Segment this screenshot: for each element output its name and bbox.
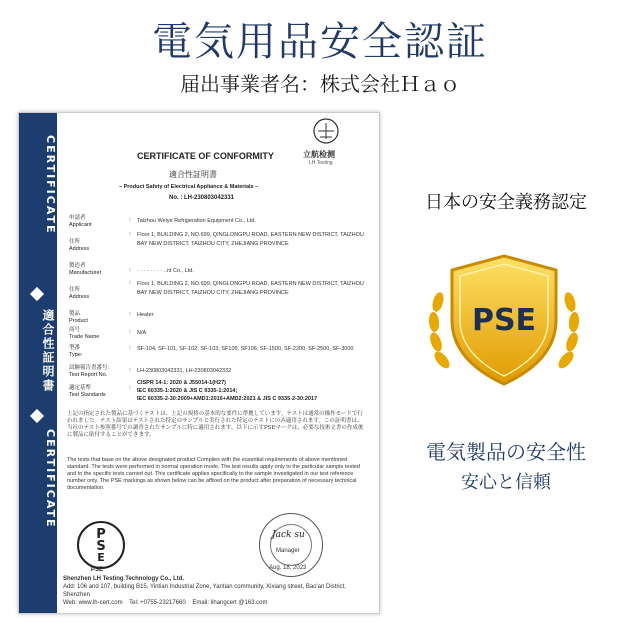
lh-testing-logo-icon xyxy=(309,117,343,147)
standard-line: IEC 60335-1:2020 & JIS C 9335-1:2014; xyxy=(137,388,238,394)
band-text-bottom: CERTIFICATE xyxy=(44,429,57,529)
band-text-middle: 適合性証明書 xyxy=(41,309,55,393)
signature: Jack su xyxy=(272,530,305,540)
certificate-document: CERTIFICATE 適合性証明書 CERTIFICATE CERTIFICATE OF CONFORMITY 立航检测 LH Testing 適合性証明書 – Product Safety of Electrical Appliance & Materials – No. : LH-230803042331 申請者 Applicant : Taizhou Weiye Refrigeration Equipment Co., Ltd. 住所 Address : Floor 1, BUILDING 2, NO.699, QINGLONGPU ROAD, EASTERN NEW DISTRICT, TAIZHOU BAY NEW DISTRICT, TAIZHOU CITY, ZHEJIANG PROVINCE 製造者 Manufacturer : · · · · · · · · ..nt Co., Ltd. 住所 Address : Floor 1, BUILDING 2, NO.699, QINGLONGPU ROAD, EASTERN NEW DISTRICT, TAIZHOU BAY NEW DISTRICT, TAIZHOU CITY, ZHEJIANG PROVINCE 製品 Product : Heater 商号 Trade Name : N/A 型番 Type: : SF-104, SF-101, SF-102, SF-103, SF105, SF106, SF-1500, SF-2200, SF-2500, SF-3000 試験報告書番号: Test Report No. : LH-230803042331, LH-230803042332 適定基準 Test Standards : CISPR 14-1: 2020 & J55014-1(H27) IEC 60335-1:2020 & JIS C 9335-1:2014; IEC 60335-2-30:2009+AMD1:2016+AMD2:2021 & JIS C 9335-2-30:2017 上記の指定された製品に基づくテストは、上記の規格の基本的な要件に準拠しています。テストは通常の操作モードで行われました。テスト結果はテストされた特定のサンプルと実行された特定のテストにのみ適用されます。この証明書は、当社のテスト参照番号での調査されたサンプルに特に適用されます。以下に示すPSEマークは、必要な技術文書の作成後に製品に貼付することができます。 The tests that base on the above designated product Complies with the essential requirements of above mentioned standard. The tests were performed in normal operation mode. The test results apply only to the particular sample tested and to the specific tests carried out. This certificate applies specifically to the sample investigated in our test reference number only. The PSE markings as shown below can be affixed on the product after preparation of necessary technical documentation. P S E PSE Jack su Manager Aug. 18, 2023 Shenzhen LH Testing Technology Co., Ltd. Add: 106 and 107, building B15, Yintian Industrial Zone, Yantian community, Xixiang street, Bao'an District, Shenzhen Web: www.lh-cert.com Tel: +0755-23217660 Email: lihangcert @163.com xyxy=(18,112,380,614)
standard-line: CISPR 14-1: 2020 & J55014-1(H27) xyxy=(137,380,226,386)
certificate-jp-heading: 適合性証明書 xyxy=(169,170,217,179)
certificate-heading: CERTIFICATE OF CONFORMITY xyxy=(137,151,274,161)
footer-mail: Email: lihangcert @163.com xyxy=(192,600,268,606)
footer-address: Add: 106 and 107, building B15, Yintian Industrial Zone, Yantian community, Xixiang street, Bao'an District, Shenzhen xyxy=(63,584,346,598)
logo-english-name: LH Testing xyxy=(309,160,333,166)
product-value: Heater xyxy=(137,312,154,318)
pse-mark-label: PSE xyxy=(91,567,104,573)
page-title: 電気用品安全認証 xyxy=(152,19,488,65)
manufacturer-label: 製造者 Manufacturer xyxy=(69,263,102,276)
standard-line: IEC 60335-2-30:2009+AMD1:2016+AMD2:2021 & JIS C 9335-2-30:2017 xyxy=(137,396,318,402)
address2-label: 住所 Address xyxy=(69,287,90,300)
logo-name: 立航检测 xyxy=(303,149,335,159)
jp-statement: 上記の指定された製品に基づくテストは、上記の規格の基本的な要件に準拠しています。テストは通常の操作モードで行われました。テスト結果はテストされた特定のサンプルと実行された特定のテストにのみ適用されます。この証明書は、当社のテスト参照番号での調査されたサンプルに特に適用されます。以下に示すPSEマークは、必要な技術文書の作成後に製品に貼付することができます。 xyxy=(67,411,364,438)
type-label: 型番 Type: xyxy=(69,345,83,358)
applicant-label: 申請者 Applicant xyxy=(69,215,92,228)
test-standards-label: 適定基準 Test Standards xyxy=(69,385,106,398)
trade-name-label: 商号 Trade Name xyxy=(69,327,100,340)
diamond-icon xyxy=(30,287,44,301)
footer-contacts xyxy=(63,599,373,607)
report-number-value: LH-230803042331, LH-230803042332 xyxy=(137,368,232,374)
right-panel-title: 日本の安全義務認定 xyxy=(425,192,587,213)
footer-company: Shenzhen LH Testing Technology Co., Ltd. xyxy=(63,576,185,582)
band-text-top: CERTIFICATE xyxy=(44,135,57,235)
svg-text:PSE: PSE xyxy=(471,303,537,338)
product-label: 製品 Product xyxy=(69,311,88,324)
safety-tagline: 電気製品の安全性 xyxy=(426,440,586,464)
certificate-number: No. : LH-230803042331 xyxy=(169,195,235,201)
footer-web: Web: www.lh-cert.com xyxy=(63,600,123,606)
certificate-scope: – Product Safety of Electrical Appliance & Materials – xyxy=(119,184,259,190)
address-label: 住所 Address xyxy=(69,239,90,252)
footer-tel: Tel: +0755-23217660 xyxy=(129,600,186,606)
certificate-side-band xyxy=(19,113,57,613)
report-number-label: 試験報告書番号: Test Report No. xyxy=(69,365,110,378)
trade-name-value: N/A xyxy=(137,330,147,336)
trust-tagline: 安心と信頼 xyxy=(461,472,551,493)
page-subtitle: 届出事業者名：株式会社Ｈａｏ xyxy=(180,72,460,96)
signature-date: Aug. 18, 2023 xyxy=(269,565,307,571)
pse-gold-badge-icon xyxy=(424,250,584,390)
diamond-icon xyxy=(30,409,44,423)
certificate-footer xyxy=(63,575,373,607)
manufacturer-value: · · · · · · · · ..nt Co., Ltd. xyxy=(137,268,194,274)
pse-mark-icon: P S E xyxy=(77,521,125,569)
en-statement: The tests that base on the above designated product Complies with the essential requirements of above mentioned standard. The tests were performed in normal operation mode. The test results apply only to the particular sample tested and to the specific tests carried out. This certificate applies specifically to the sample investigated in our test reference number only. The PSE markings as shown below can be affixed on the product after preparation of necessary technical documentation. xyxy=(67,457,360,491)
signer-role: Manager xyxy=(276,548,300,554)
address-value: Floor 1, BUILDING 2, NO.699, QINGLONGPU ROAD, EASTERN NEW DISTRICT, TAIZHOU BAY NEW DISTRICT, TAIZHOU CITY, ZHEJIANG PROVINCE xyxy=(137,232,364,247)
type-value: SF-104, SF-101, SF-102, SF-103, SF105, SF106, SF-1500, SF-2200, SF-2500, SF-3000 xyxy=(137,346,354,352)
address2-value: Floor 1, BUILDING 2, NO.699, QINGLONGPU ROAD, EASTERN NEW DISTRICT, TAIZHOU BAY NEW DISTRICT, TAIZHOU CITY, ZHEJIANG PROVINCE xyxy=(137,281,364,296)
applicant-value: Taizhou Weiye Refrigeration Equipment Co., Ltd. xyxy=(137,218,256,224)
